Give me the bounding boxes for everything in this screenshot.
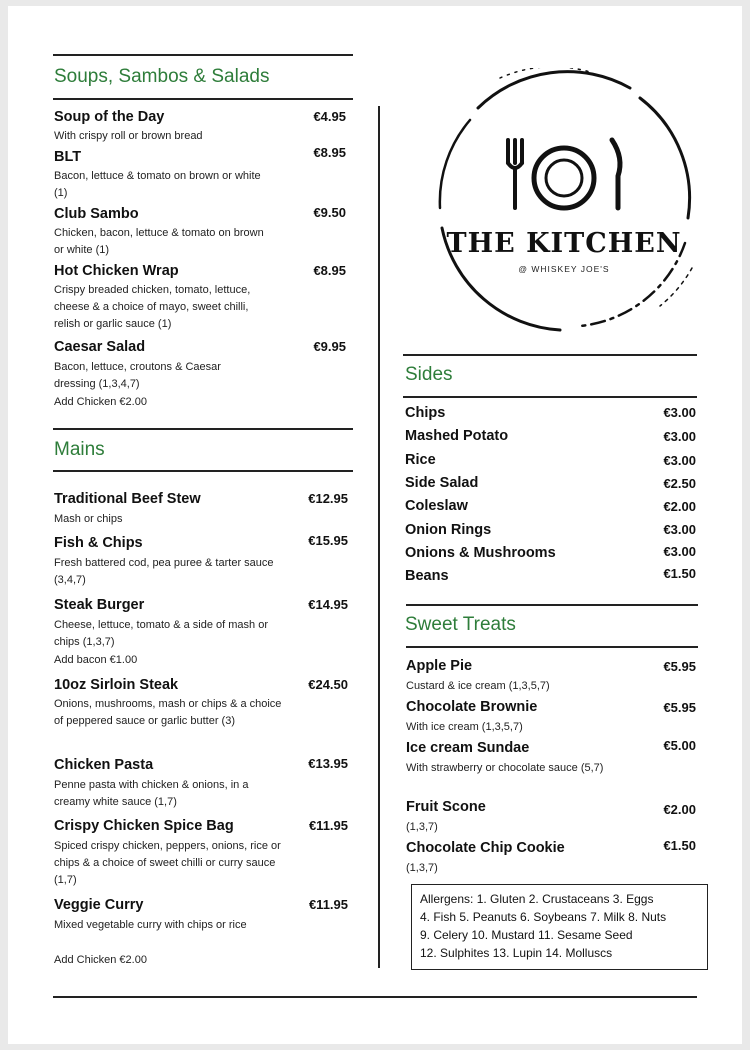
- menu-item-club: [54, 205, 139, 223]
- logo-ring-icon: [430, 68, 698, 336]
- item-price: €3.00: [663, 429, 696, 444]
- menu-item-curry: [54, 896, 143, 914]
- item-name: Steak Burger: [54, 597, 145, 613]
- item-price: €14.95: [308, 597, 348, 612]
- item-name: Apple Pie: [406, 658, 473, 674]
- item-desc: With crispy roll or brown bread: [54, 130, 203, 142]
- item-price: €1.50: [663, 838, 696, 853]
- item-price: €4.95: [313, 109, 346, 124]
- item-desc: Fresh battered cod, pea puree & tarter sauce (3,4,7): [54, 557, 274, 586]
- item-name: Ice cream Sundae: [406, 740, 530, 756]
- menu-item-stew: [54, 490, 201, 508]
- menu-item-brownie: [406, 698, 537, 716]
- item-name: Fruit Scone: [406, 799, 486, 815]
- item-price: €8.95: [313, 263, 346, 278]
- item-price: €11.95: [308, 897, 348, 912]
- item-name: Onions & Mushrooms: [405, 545, 556, 561]
- item-name: Chocolate Chip Cookie: [406, 840, 565, 856]
- item-price: €3.00: [663, 405, 696, 420]
- item-name: Caesar Salad: [54, 339, 146, 355]
- item-name: Crispy Chicken Spice Bag: [54, 818, 234, 834]
- item-desc: Onions, mushrooms, mash or chips & a choice of peppered sauce or garlic butter (3): [54, 698, 282, 727]
- menu-item-caesar: [54, 338, 145, 356]
- item-addon: Add Chicken €2.00: [54, 396, 147, 408]
- item-price: €3.00: [663, 453, 696, 468]
- menu-item-blt: [54, 148, 81, 166]
- item-name: Chips: [405, 405, 446, 421]
- divider: [53, 54, 353, 56]
- divider: [53, 996, 697, 998]
- menu-item-sirloin: [54, 676, 178, 694]
- divider: [406, 604, 698, 606]
- allergens-line: [420, 890, 699, 908]
- section-title-mains: Mains: [54, 439, 105, 460]
- item-desc: Penne pasta with chicken & onions, in a creamy white sauce (1,7): [54, 779, 249, 808]
- allergens-line: 9. Celery 10. Mustard 11. Sesame Seed: [420, 928, 633, 942]
- column-divider: [378, 106, 380, 968]
- side-row: [405, 544, 556, 562]
- allergens-text: 1. Gluten 2. Crustaceans 3. Eggs: [476, 892, 654, 906]
- item-name: BLT: [54, 149, 82, 165]
- item-price: €9.50: [313, 205, 346, 220]
- item-name: Traditional Beef Stew: [54, 491, 201, 507]
- item-price: €5.95: [663, 700, 696, 715]
- item-name: Coleslaw: [405, 498, 468, 514]
- section-title-sweets: Sweet Treats: [405, 614, 516, 635]
- menu-page: [8, 6, 742, 1044]
- restaurant-logo: [430, 68, 698, 336]
- item-price: €13.95: [308, 756, 348, 771]
- item-price: €9.95: [313, 339, 346, 354]
- menu-item-burger: [54, 596, 144, 614]
- item-desc: Mash or chips: [54, 513, 123, 525]
- divider: [53, 98, 353, 100]
- divider: [406, 646, 698, 648]
- item-price: €8.95: [313, 145, 346, 160]
- side-row: [405, 497, 468, 515]
- side-row: [405, 521, 491, 539]
- side-row: [405, 451, 436, 469]
- item-desc: Bacon, lettuce & tomato on brown or white (1): [54, 170, 261, 199]
- item-name: Hot Chicken Wrap: [54, 263, 179, 279]
- menu-item-spicebag: [54, 817, 234, 835]
- item-price: €5.95: [663, 659, 696, 674]
- item-name: Veggie Curry: [54, 897, 144, 913]
- item-price: €5.00: [663, 738, 696, 753]
- menu-item-wrap: [54, 262, 179, 280]
- divider: [403, 396, 697, 398]
- allergens-line: 4. Fish 5. Peanuts 6. Soybeans 7. Milk 8. Nuts: [420, 910, 667, 924]
- item-price: €2.50: [663, 476, 696, 491]
- side-row: [405, 474, 478, 492]
- menu-item-cookie: [406, 839, 565, 857]
- item-desc: Bacon, lettuce, croutons & Caesar dressing (1,3,4,7): [54, 361, 221, 390]
- item-desc: (1,3,7): [406, 821, 438, 833]
- divider: [403, 354, 697, 356]
- menu-item-soup: [54, 108, 164, 126]
- logo-title: THE KITCHEN: [446, 228, 682, 259]
- item-name: Onion Rings: [405, 522, 492, 538]
- section-title-soups: Soups, Sambos & Salads: [54, 66, 270, 87]
- allergens-label: Allergens:: [420, 892, 474, 906]
- item-desc: With strawberry or chocolate sauce (5,7): [406, 762, 604, 774]
- item-desc: (1,3,7): [406, 862, 438, 874]
- item-name: Chocolate Brownie: [406, 699, 538, 715]
- item-addon: Add bacon €1.00: [54, 654, 138, 666]
- menu-item-pasta: [54, 756, 153, 774]
- section-title-sides: Sides: [405, 364, 453, 385]
- item-name: Chicken Pasta: [54, 757, 154, 773]
- item-desc: Spiced crispy chicken, peppers, onions, rice or chips & a choice of sweet chilli or curry sauce (1,7): [54, 840, 281, 886]
- item-price: €3.00: [663, 522, 696, 537]
- item-price: €12.95: [308, 491, 348, 506]
- logo-subtitle: @ WHISKEY JOE'S: [518, 264, 610, 274]
- item-price: €2.00: [663, 802, 696, 817]
- item-desc: Crispy breaded chicken, tomato, lettuce, cheese & a choice of mayo, sweet chilli, relish or garlic sauce (1): [54, 284, 251, 330]
- divider: [53, 428, 353, 430]
- item-price: €24.50: [308, 677, 348, 692]
- item-name: Club Sambo: [54, 206, 139, 222]
- item-desc: Cheese, lettuce, tomato & a side of mash or chips (1,3,7): [54, 619, 269, 648]
- item-addon: Add Chicken €2.00: [54, 954, 147, 966]
- item-name: 10oz Sirloin Steak: [54, 677, 179, 693]
- item-price: €3.00: [663, 544, 696, 559]
- item-name: Side Salad: [405, 475, 479, 491]
- divider: [53, 470, 353, 472]
- menu-item-fish: [54, 534, 143, 552]
- item-name: Soup of the Day: [54, 109, 165, 125]
- item-desc: Chicken, bacon, lettuce & tomato on brown or white (1): [54, 227, 264, 256]
- item-desc: With ice cream (1,3,5,7): [406, 721, 523, 733]
- item-desc: Custard & ice cream (1,3,5,7): [406, 680, 550, 692]
- side-row: [405, 427, 508, 445]
- side-row: [405, 567, 449, 585]
- allergens-line: 12. Sulphites 13. Lupin 14. Molluscs: [420, 946, 613, 960]
- item-price: €11.95: [308, 818, 348, 833]
- allergens-box: [411, 884, 708, 970]
- item-name: Fish & Chips: [54, 535, 143, 551]
- side-row: [405, 404, 445, 422]
- menu-item-pie: [406, 657, 472, 675]
- menu-item-scone: [406, 798, 486, 816]
- item-price: €1.50: [663, 566, 696, 581]
- item-price: €15.95: [308, 533, 348, 548]
- menu-item-sundae: [406, 739, 529, 757]
- item-name: Mashed Potato: [405, 428, 509, 444]
- item-desc: Mixed vegetable curry with chips or rice: [54, 919, 247, 931]
- item-name: Beans: [405, 568, 449, 584]
- item-price: €2.00: [663, 499, 696, 514]
- item-name: Rice: [405, 452, 436, 468]
